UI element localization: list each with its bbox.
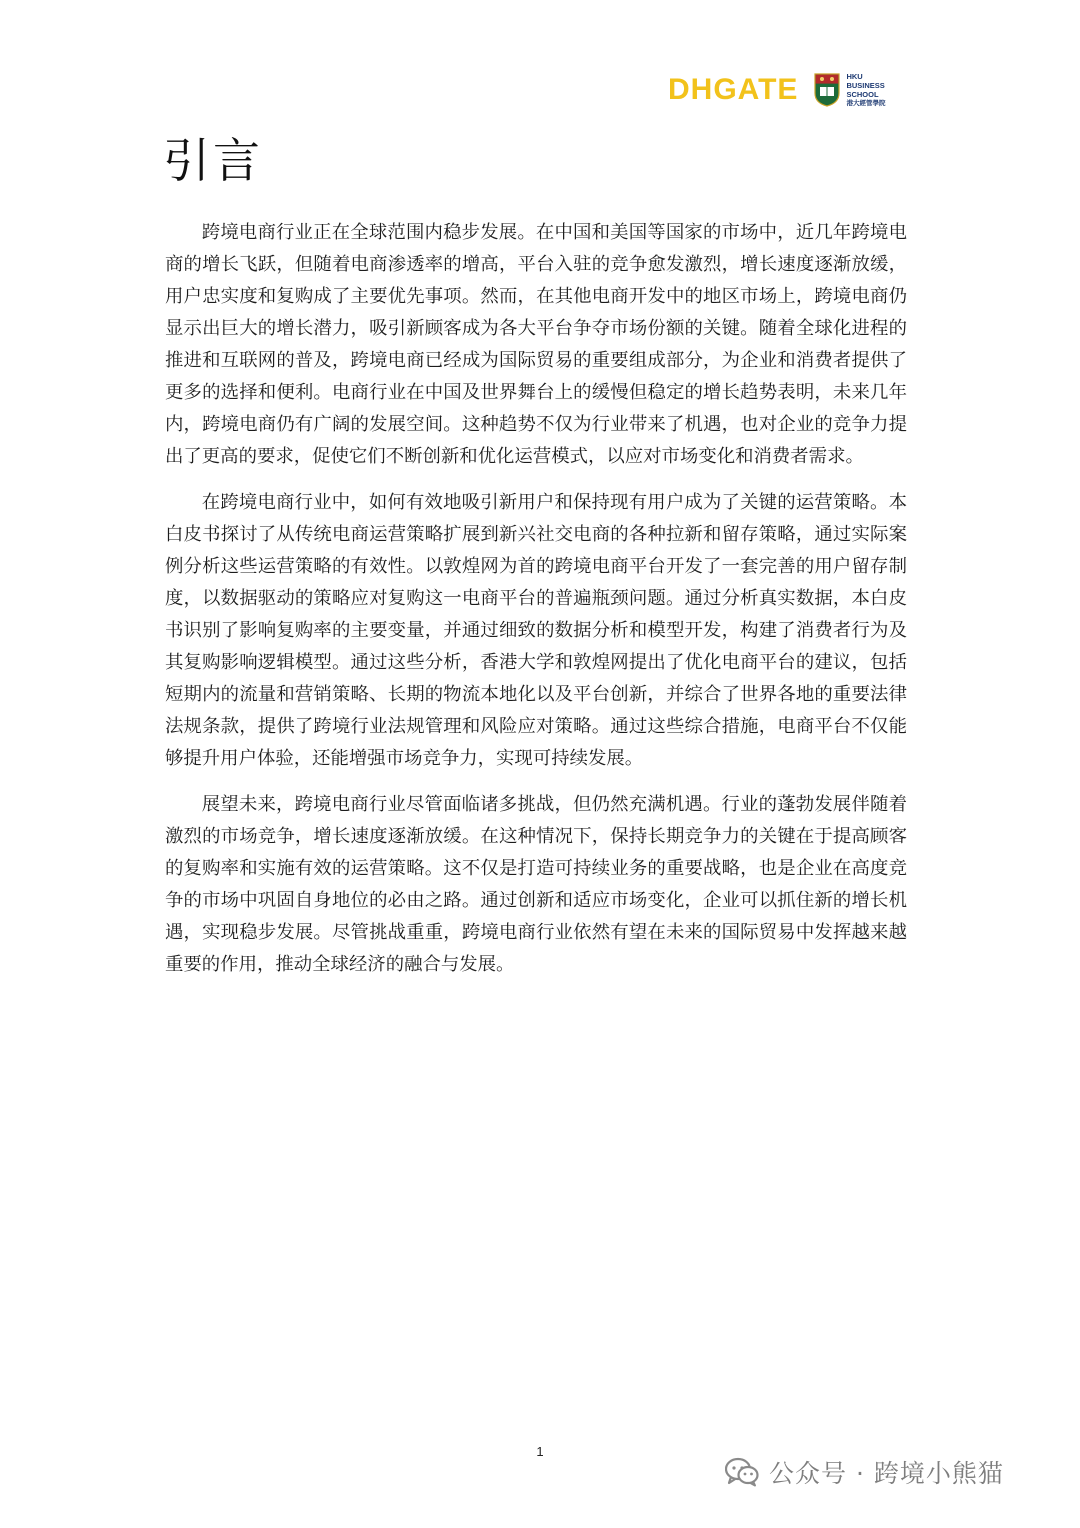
watermark bbox=[725, 1452, 1004, 1492]
hku-text bbox=[846, 72, 885, 108]
hku-line2: BUSINESS bbox=[846, 81, 885, 90]
paragraph-3: 展望未来，跨境电商行业尽管面临诸多挑战，但仍然充满机遇。行业的蓬勃发展伴随着激烈的市场竞争，增长速度逐渐放缓。在这种情况下，保持长期竞争力的关键在于提高顾客的复购率和实施有效的运营策略。这不仅是打造可持续业务的重要战略，也是企业在高度竞争的市场中巩固自身地位的必由之路。通过创新和适应市场变化，企业可以抓住新的增长机遇，实现稳步发展。尽管挑战重重，跨境电商行业依然有望在未来的国际贸易中发挥越来越重要的作用，推动全球经济的融合与发展。 bbox=[165, 794, 907, 975]
dhgate-logo: DHGATE bbox=[668, 73, 799, 106]
hku-business-school-logo bbox=[814, 72, 885, 108]
paragraph-2: 在跨境电商行业中，如何有效地吸引新用户和保持现有用户成为了关键的运营策略。本白皮书探讨了从传统电商运营策略扩展到新兴社交电商的各种拉新和留存策略，通过实际案例分析这些运营策略的有效性。以敦煌网为首的跨境电商平台开发了一套完善的用户留存制度，以数据驱动的策略应对复购这一电商平台的普遍瓶颈问题。通过分析真实数据，本白皮书识别了影响复购率的主要变量，并通过细致的数据分析和模型开发，构建了消费者行为及其复购影响逻辑模型。通过这些分析，香港大学和敦煌网提出了优化电商平台的建议，包括短期内的流量和营销策略、长期的物流本地化以及平台创新，并综合了世界各地的重要法律法规条款，提供了跨境行业法规管理和风险应对策略。通过这些综合措施，电商平台不仅能够提升用户体验，还能增强市场竞争力，实现可持续发展。 bbox=[165, 492, 907, 769]
header-logos bbox=[668, 70, 885, 110]
wechat-icon bbox=[725, 1457, 759, 1487]
hku-line1: HKU bbox=[846, 72, 863, 81]
hku-crest-icon bbox=[814, 73, 840, 107]
page-title: 引言 bbox=[163, 134, 263, 189]
watermark-text: 公众号 · 跨境小熊猫 bbox=[769, 1459, 1004, 1488]
hku-line3: SCHOOL bbox=[846, 90, 879, 99]
hku-zh-name: 港大經管學院 bbox=[846, 99, 886, 107]
page-number: 1 bbox=[536, 1444, 544, 1459]
paragraph-1: 跨境电商行业正在全球范围内稳步发展。在中国和美国等国家的市场中，近几年跨境电商的增长飞跃，但随着电商渗透率的增高，平台入驻的竞争愈发激烈，增长速度逐渐放缓，用户忠实度和复购成了主要优先事项。然而，在其他电商开发中的地区市场上，跨境电商仍显示出巨大的增长潜力，吸引新顾客成为各大平台争夺市场份额的关键。随着全球化进程的推进和互联网的普及，跨境电商已经成为国际贸易的重要组成部分，为企业和消费者提供了更多的选择和便利。电商行业在中国及世界舞台上的缓慢但稳定的增长趋势表明，未来几年内，跨境电商仍有广阔的发展空间。这种趋势不仅为行业带来了机遇，也对企业的竞争力提出了更高的要求，促使它们不断创新和优化运营模式，以应对市场变化和消费者需求。 bbox=[165, 222, 907, 467]
body-text bbox=[165, 217, 907, 995]
